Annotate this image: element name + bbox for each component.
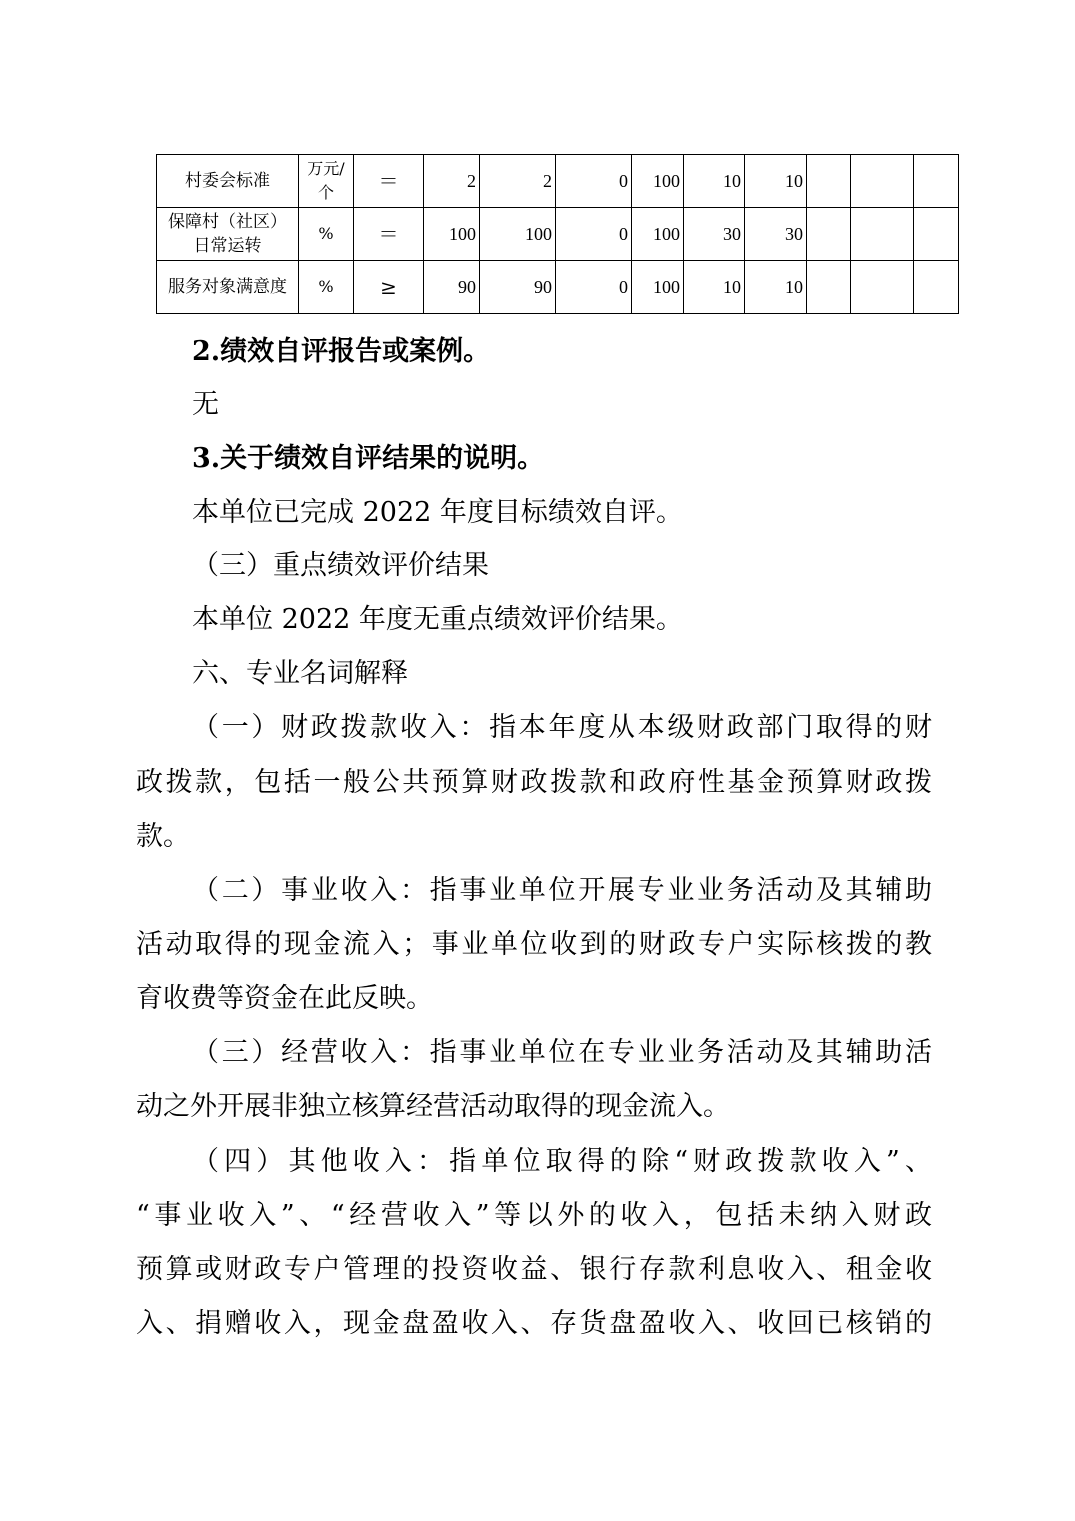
table-cell: 100 <box>424 208 480 261</box>
table-cell <box>851 155 914 208</box>
section-body-self-eval-results: 本单位已完成 2022 年度目标绩效自评。 <box>192 497 683 528</box>
performance-indicator-table <box>156 154 959 314</box>
term-business-income-line: （二）事业收入：指事业单位开展专业业务活动及其辅助 <box>192 875 932 906</box>
term-fiscal-appropriation-line: 款。 <box>136 821 190 852</box>
table-cell: 10 <box>684 261 745 314</box>
table-cell: 0 <box>556 261 632 314</box>
table-cell: 2 <box>480 155 556 208</box>
table-cell: 10 <box>684 155 745 208</box>
indicator-name: 保障村（社区）日常运转 <box>157 208 299 261</box>
table-cell <box>914 208 959 261</box>
section-heading-terminology: 六、专业名词解释 <box>192 658 408 689</box>
term-operating-income-line: （三）经营收入：指事业单位在专业业务活动及其辅助活 <box>192 1037 932 1068</box>
table-row <box>157 261 959 314</box>
section-heading-self-eval-results: 3.关于绩效自评结果的说明。 <box>192 443 545 474</box>
table-cell <box>807 155 851 208</box>
indicator-operator: ＝ <box>354 155 424 208</box>
table-cell <box>807 261 851 314</box>
section-heading-key-evaluation: （三）重点绩效评价结果 <box>192 550 489 581</box>
term-other-income-line: （四）其他收入：指单位取得的除“财政拨款收入”、 <box>192 1146 932 1177</box>
table-cell <box>851 208 914 261</box>
indicator-unit: % <box>299 208 354 261</box>
table-cell <box>914 155 959 208</box>
term-fiscal-appropriation-line: （一）财政拨款收入：指本年度从本级财政部门取得的财 <box>192 712 932 743</box>
indicator-operator: ＝ <box>354 208 424 261</box>
indicator-unit: % <box>299 261 354 314</box>
table-cell: 100 <box>632 155 684 208</box>
term-other-income-line: “事业收入”、“经营收入”等以外的收入，包括未纳入财政 <box>136 1200 932 1231</box>
table-cell: 100 <box>480 208 556 261</box>
section-body-self-eval-report: 无 <box>192 389 219 420</box>
table-cell: 100 <box>632 261 684 314</box>
table-cell: 0 <box>556 155 632 208</box>
indicator-unit: 万元/个 <box>299 155 354 208</box>
table-cell: 30 <box>684 208 745 261</box>
table-cell <box>851 261 914 314</box>
indicator-operator: ≥ <box>354 261 424 314</box>
table-row <box>157 208 959 261</box>
table-row <box>157 155 959 208</box>
section-body-key-evaluation: 本单位 2022 年度无重点绩效评价结果。 <box>192 604 683 635</box>
table-cell: 10 <box>745 155 807 208</box>
table-cell: 2 <box>424 155 480 208</box>
section-heading-self-eval-report: 2.绩效自评报告或案例。 <box>192 336 491 367</box>
term-business-income-line: 育收费等资金在此反映。 <box>136 983 433 1014</box>
table-cell: 90 <box>480 261 556 314</box>
table-cell: 0 <box>556 208 632 261</box>
indicator-name: 村委会标准 <box>157 155 299 208</box>
term-fiscal-appropriation-line: 政拨款，包括一般公共预算财政拨款和政府性基金预算财政拨 <box>136 767 932 798</box>
term-operating-income-line: 动之外开展非独立核算经营活动取得的现金流入。 <box>136 1091 730 1122</box>
table-cell: 30 <box>745 208 807 261</box>
term-other-income-line: 入、捐赠收入，现金盘盈收入、存货盘盈收入、收回已核销的 <box>136 1308 932 1339</box>
table-cell: 90 <box>424 261 480 314</box>
table-cell <box>914 261 959 314</box>
term-business-income-line: 活动取得的现金流入；事业单位收到的财政专户实际核拨的教 <box>136 929 932 960</box>
table-cell: 10 <box>745 261 807 314</box>
indicator-name: 服务对象满意度 <box>157 261 299 314</box>
table-cell <box>807 208 851 261</box>
term-other-income-line: 预算或财政专户管理的投资收益、银行存款利息收入、租金收 <box>136 1254 932 1285</box>
table-cell: 100 <box>632 208 684 261</box>
